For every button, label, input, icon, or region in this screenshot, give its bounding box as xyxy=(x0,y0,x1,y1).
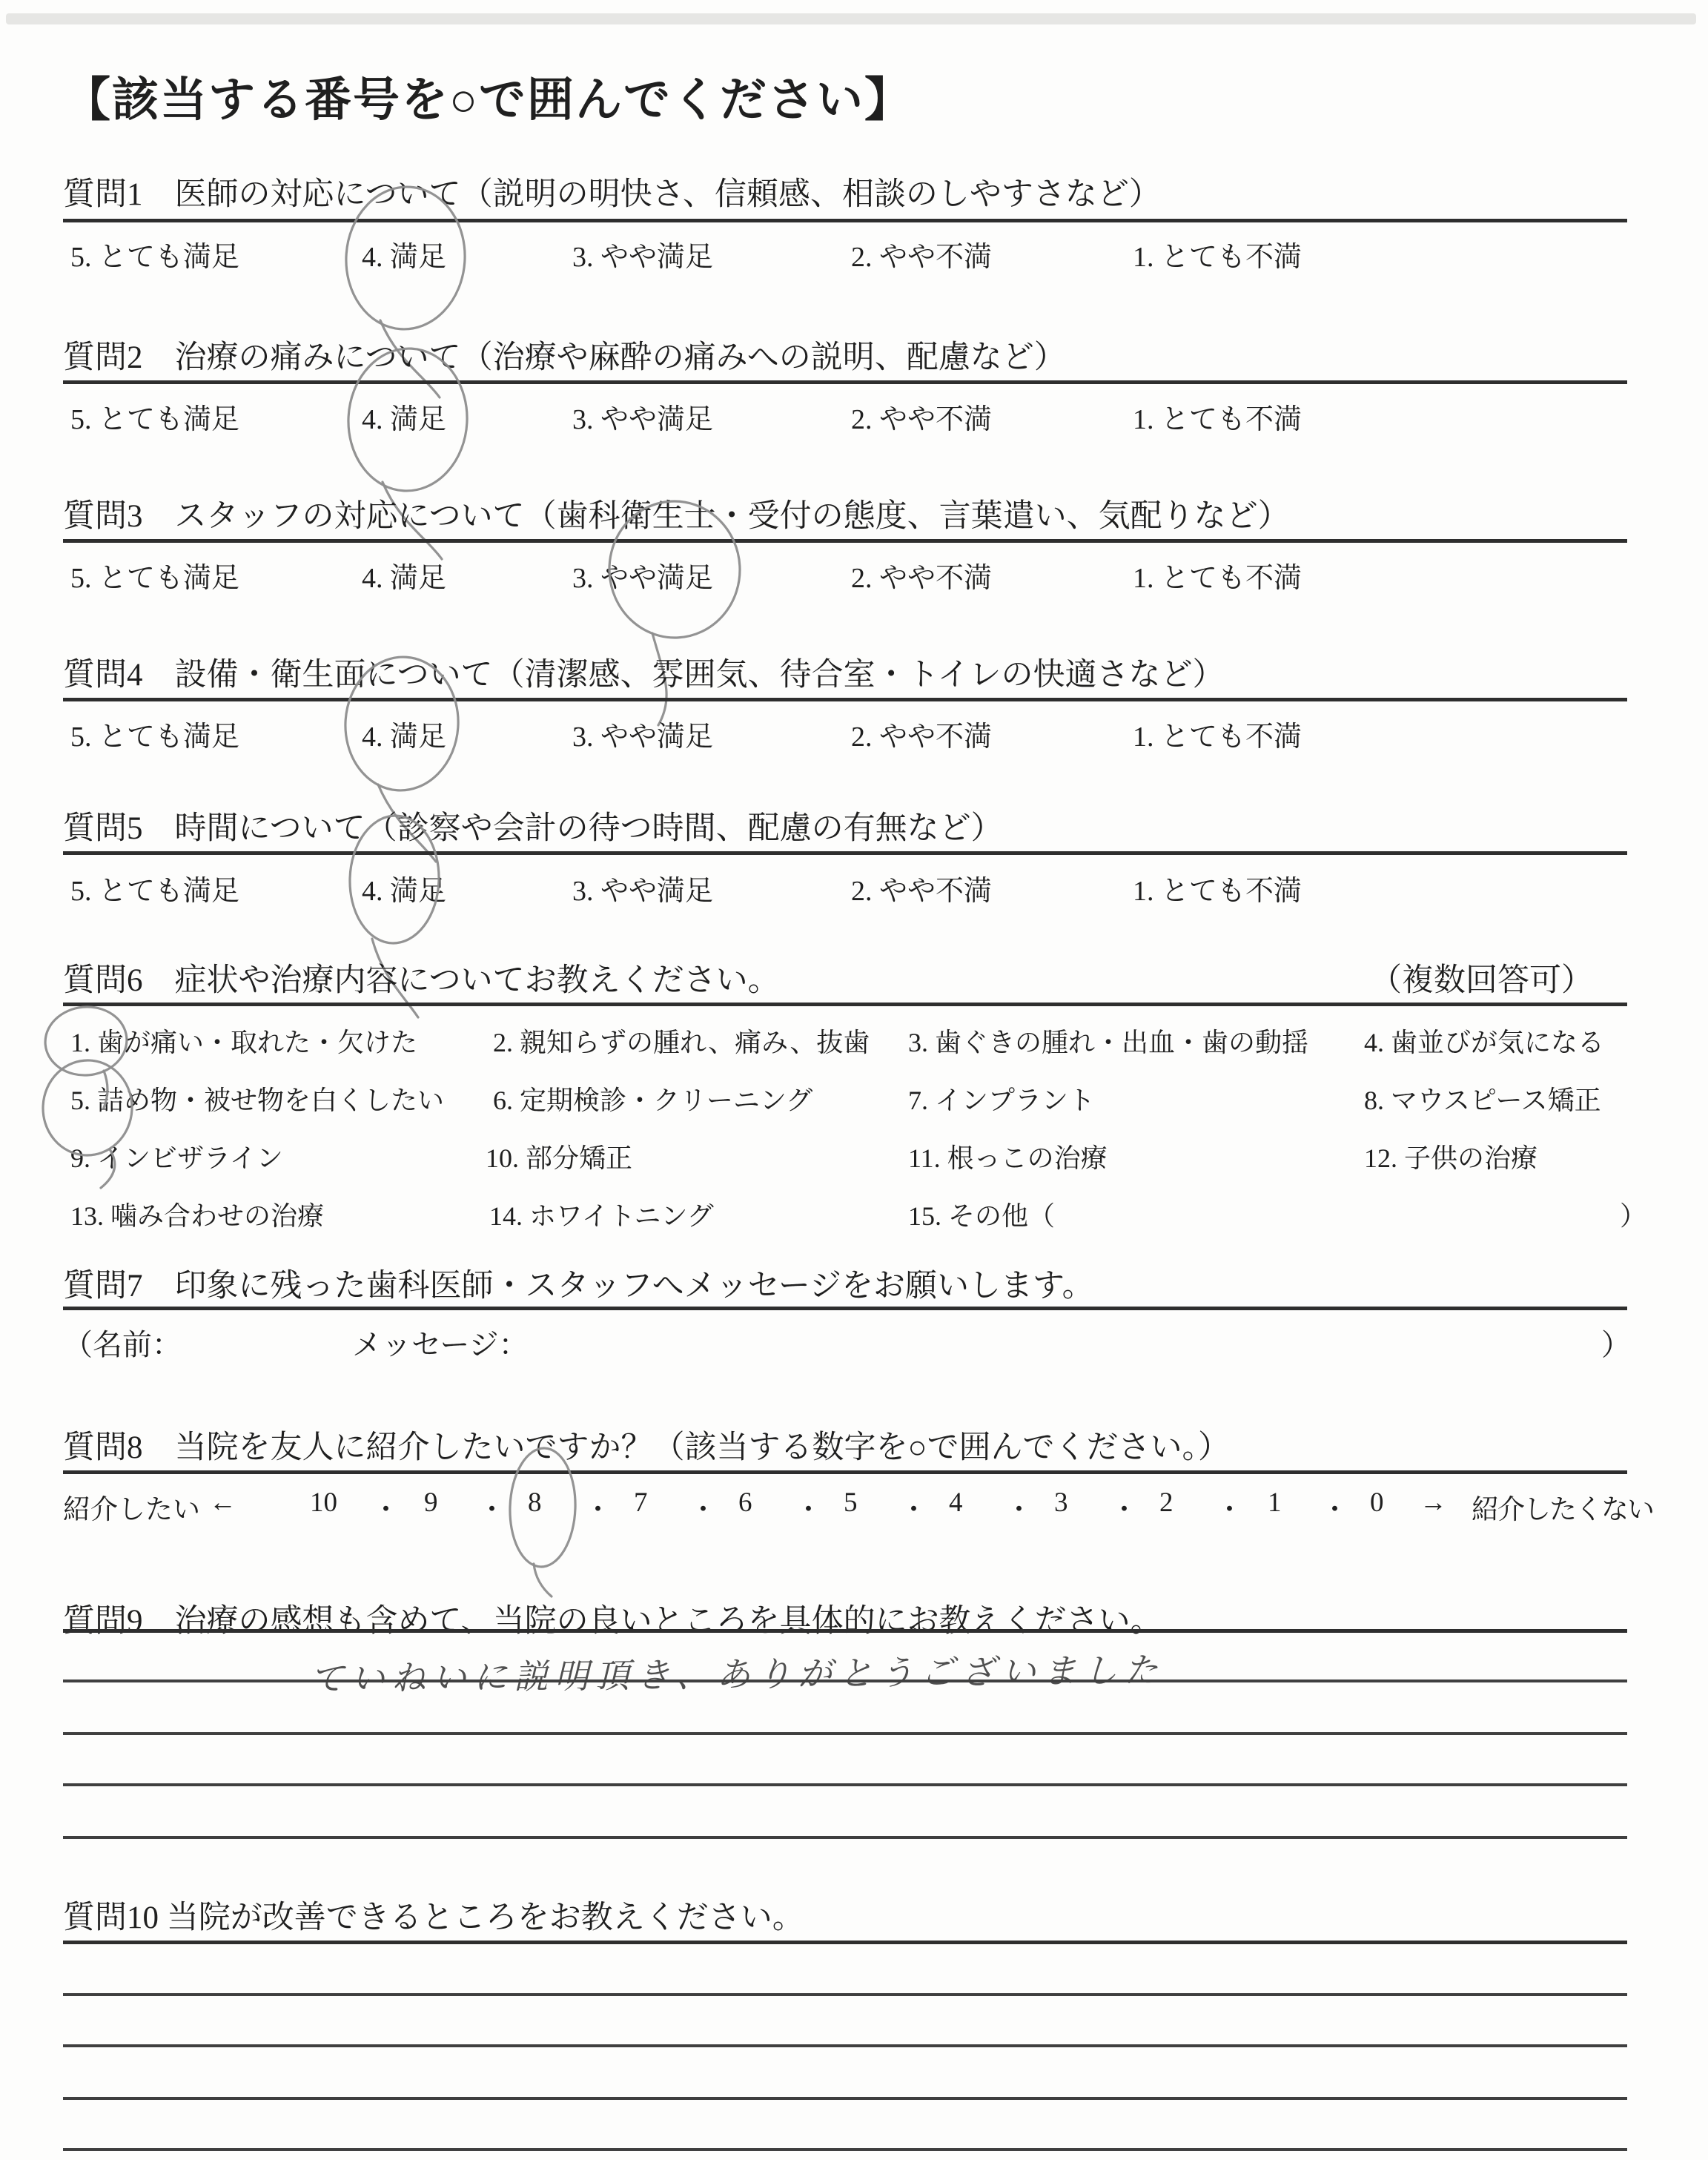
section-rule xyxy=(63,1941,1627,1944)
q6-other-close-paren: ） xyxy=(1620,1201,1647,1231)
q8-separator: ・ xyxy=(1216,1495,1243,1525)
q8-number: 3 xyxy=(1054,1487,1068,1518)
rating-option: 1. とても不満 xyxy=(1133,242,1302,273)
q6-item: 15. その他（ xyxy=(908,1201,1056,1231)
q8-number: 9 xyxy=(424,1487,438,1518)
q6-item: 14. ホワイトニング xyxy=(489,1201,714,1231)
q9-title: 質問9 治療の感想も含めて、当院の良いところを具体的にお教えください。 xyxy=(63,1604,1162,1639)
rating-option: 4. 満足 xyxy=(362,721,447,753)
q1-title: 質問1 医師の対応について（説明の明快さ、信頼感、相談のしやすさなど） xyxy=(63,177,1161,212)
q6-item: 9. インビザライン xyxy=(70,1143,283,1173)
q8-number: 8 xyxy=(528,1487,542,1518)
rating-option: 1. とても不満 xyxy=(1133,876,1302,907)
q7-title: 質問7 印象に残った歯科医師・スタッフへメッセージをお願いします。 xyxy=(63,1269,1094,1304)
rating-option: 5. とても満足 xyxy=(70,721,240,753)
rating-option: 3. やや満足 xyxy=(572,242,714,273)
answer-line xyxy=(63,1836,1627,1839)
q10-title: 質問10 当院が改善できるところをお教えください。 xyxy=(63,1900,804,1935)
q8-separator: ・ xyxy=(1110,1495,1138,1525)
q8-number: 0 xyxy=(1370,1487,1384,1518)
q8-number: 7 xyxy=(634,1487,648,1518)
q6-multi-answer-note: （複数回答可） xyxy=(1370,963,1593,998)
section-rule xyxy=(63,380,1627,384)
q8-separator: ・ xyxy=(1005,1495,1033,1525)
section-rule xyxy=(63,1470,1627,1474)
q6-item: 6. 定期検診・クリーニング xyxy=(493,1086,813,1115)
q8-number: 4 xyxy=(949,1487,963,1518)
rating-option: 1. とても不満 xyxy=(1133,563,1302,594)
section-rule xyxy=(63,1629,1627,1633)
answer-line xyxy=(63,1732,1627,1735)
answer-line xyxy=(63,2097,1627,2100)
answer-line xyxy=(63,1680,1627,1682)
rating-option: 5. とても満足 xyxy=(70,404,240,435)
q8-title: 質問8 当院を友人に紹介したいですか？（該当する数字を○で囲んでください。） xyxy=(63,1430,1230,1465)
rating-option: 3. やや満足 xyxy=(572,876,714,907)
q7-close-paren: ） xyxy=(1601,1328,1631,1361)
q6-item: 11. 根っこの治療 xyxy=(908,1143,1108,1173)
section-rule xyxy=(63,851,1627,855)
rating-option: 4. 満足 xyxy=(362,404,447,435)
q8-left-label: 紹介したい xyxy=(63,1495,200,1525)
rating-option: 4. 満足 xyxy=(362,876,447,907)
q4-title: 質問4 設備・衛生面について（清潔感、雰囲気、待合室・トイレの快適さなど） xyxy=(63,658,1225,693)
section-rule xyxy=(63,219,1627,222)
q8-number: 10 xyxy=(310,1487,337,1518)
q8-left-arrow-icon: ← xyxy=(209,1487,236,1518)
section-rule xyxy=(63,1307,1627,1310)
q8-separator: ・ xyxy=(795,1495,822,1525)
q8-number: 2 xyxy=(1159,1487,1174,1518)
rating-option: 1. とても不満 xyxy=(1133,721,1302,753)
q7-name-label: （名前： xyxy=(63,1328,182,1361)
rating-option: 2. やや不満 xyxy=(851,721,993,753)
handwritten-circle-q6-item5 xyxy=(36,1051,147,1192)
rating-option: 3. やや満足 xyxy=(572,721,714,753)
answer-line xyxy=(63,1993,1627,1996)
section-rule xyxy=(63,698,1627,701)
answer-line xyxy=(63,2148,1627,2151)
q8-right-label: 紹介したくない xyxy=(1472,1495,1653,1525)
rating-option: 5. とても満足 xyxy=(70,876,240,907)
q6-title: 質問6 症状や治療内容についてお教えください。 xyxy=(63,963,780,998)
section-rule xyxy=(63,539,1627,543)
handwritten-circle-q8 xyxy=(495,1442,595,1602)
q5-title: 質問5 時間について（診察や会計の待つ時間、配慮の有無など） xyxy=(63,811,1003,846)
rating-option: 3. やや満足 xyxy=(572,563,714,594)
answer-line xyxy=(63,2044,1627,2047)
q8-separator: ・ xyxy=(478,1495,506,1525)
q6-item: 1. 歯が痛い・取れた・欠けた xyxy=(70,1028,418,1057)
q8-separator: ・ xyxy=(1321,1495,1348,1525)
q6-item: 8. マウスピース矯正 xyxy=(1364,1086,1601,1115)
rating-option: 4. 満足 xyxy=(362,563,447,594)
q9-handwritten-answer: ていねいに説明頂き、ありがとうございました xyxy=(309,1651,1165,1699)
q8-number: 6 xyxy=(738,1487,752,1518)
rating-option: 2. やや不満 xyxy=(851,242,993,273)
q8-right-arrow-icon: → xyxy=(1420,1487,1447,1518)
rating-option: 3. やや満足 xyxy=(572,404,714,435)
q7-message-label: メッセージ： xyxy=(352,1328,529,1361)
q6-item: 3. 歯ぐきの腫れ・出血・歯の動揺 xyxy=(908,1028,1309,1057)
q8-separator: ・ xyxy=(584,1495,612,1525)
rating-option: 4. 満足 xyxy=(362,242,447,273)
q8-number: 1 xyxy=(1268,1487,1282,1518)
q6-item: 12. 子供の治療 xyxy=(1364,1143,1538,1173)
q8-separator: ・ xyxy=(689,1495,717,1525)
section-rule xyxy=(63,1003,1627,1006)
page-title: 【該当する番号を○で囲んでください】 xyxy=(64,74,913,126)
q6-item: 7. インプラント xyxy=(908,1086,1096,1115)
rating-option: 1. とても不満 xyxy=(1133,404,1302,435)
q6-item: 10. 部分矯正 xyxy=(486,1143,633,1173)
scan-artifact-band xyxy=(6,13,1696,24)
rating-option: 2. やや不満 xyxy=(851,563,993,594)
q2-title: 質問2 治療の痛みについて（治療や麻酔の痛みへの説明、配慮など） xyxy=(63,340,1066,375)
q3-title: 質問3 スタッフの対応について（歯科衛生士・受付の態度、言葉遣い、気配りなど） xyxy=(63,499,1290,534)
rating-option: 2. やや不満 xyxy=(851,876,993,907)
answer-line xyxy=(63,1783,1627,1786)
q6-item: 5. 詰め物・被せ物を白くしたい xyxy=(70,1086,445,1115)
q6-item: 13. 噛み合わせの治療 xyxy=(70,1201,325,1231)
rating-option: 5. とても満足 xyxy=(70,242,240,273)
rating-option: 5. とても満足 xyxy=(70,563,240,594)
q8-number: 5 xyxy=(844,1487,858,1518)
rating-option: 2. やや不満 xyxy=(851,404,993,435)
handwritten-circle-q3 xyxy=(600,495,749,733)
q6-item: 2. 親知らずの腫れ、痛み、抜歯 xyxy=(493,1028,870,1057)
q6-item: 4. 歯並びが気になる xyxy=(1364,1028,1605,1057)
q8-separator: ・ xyxy=(900,1495,927,1525)
q8-separator: ・ xyxy=(372,1495,400,1525)
